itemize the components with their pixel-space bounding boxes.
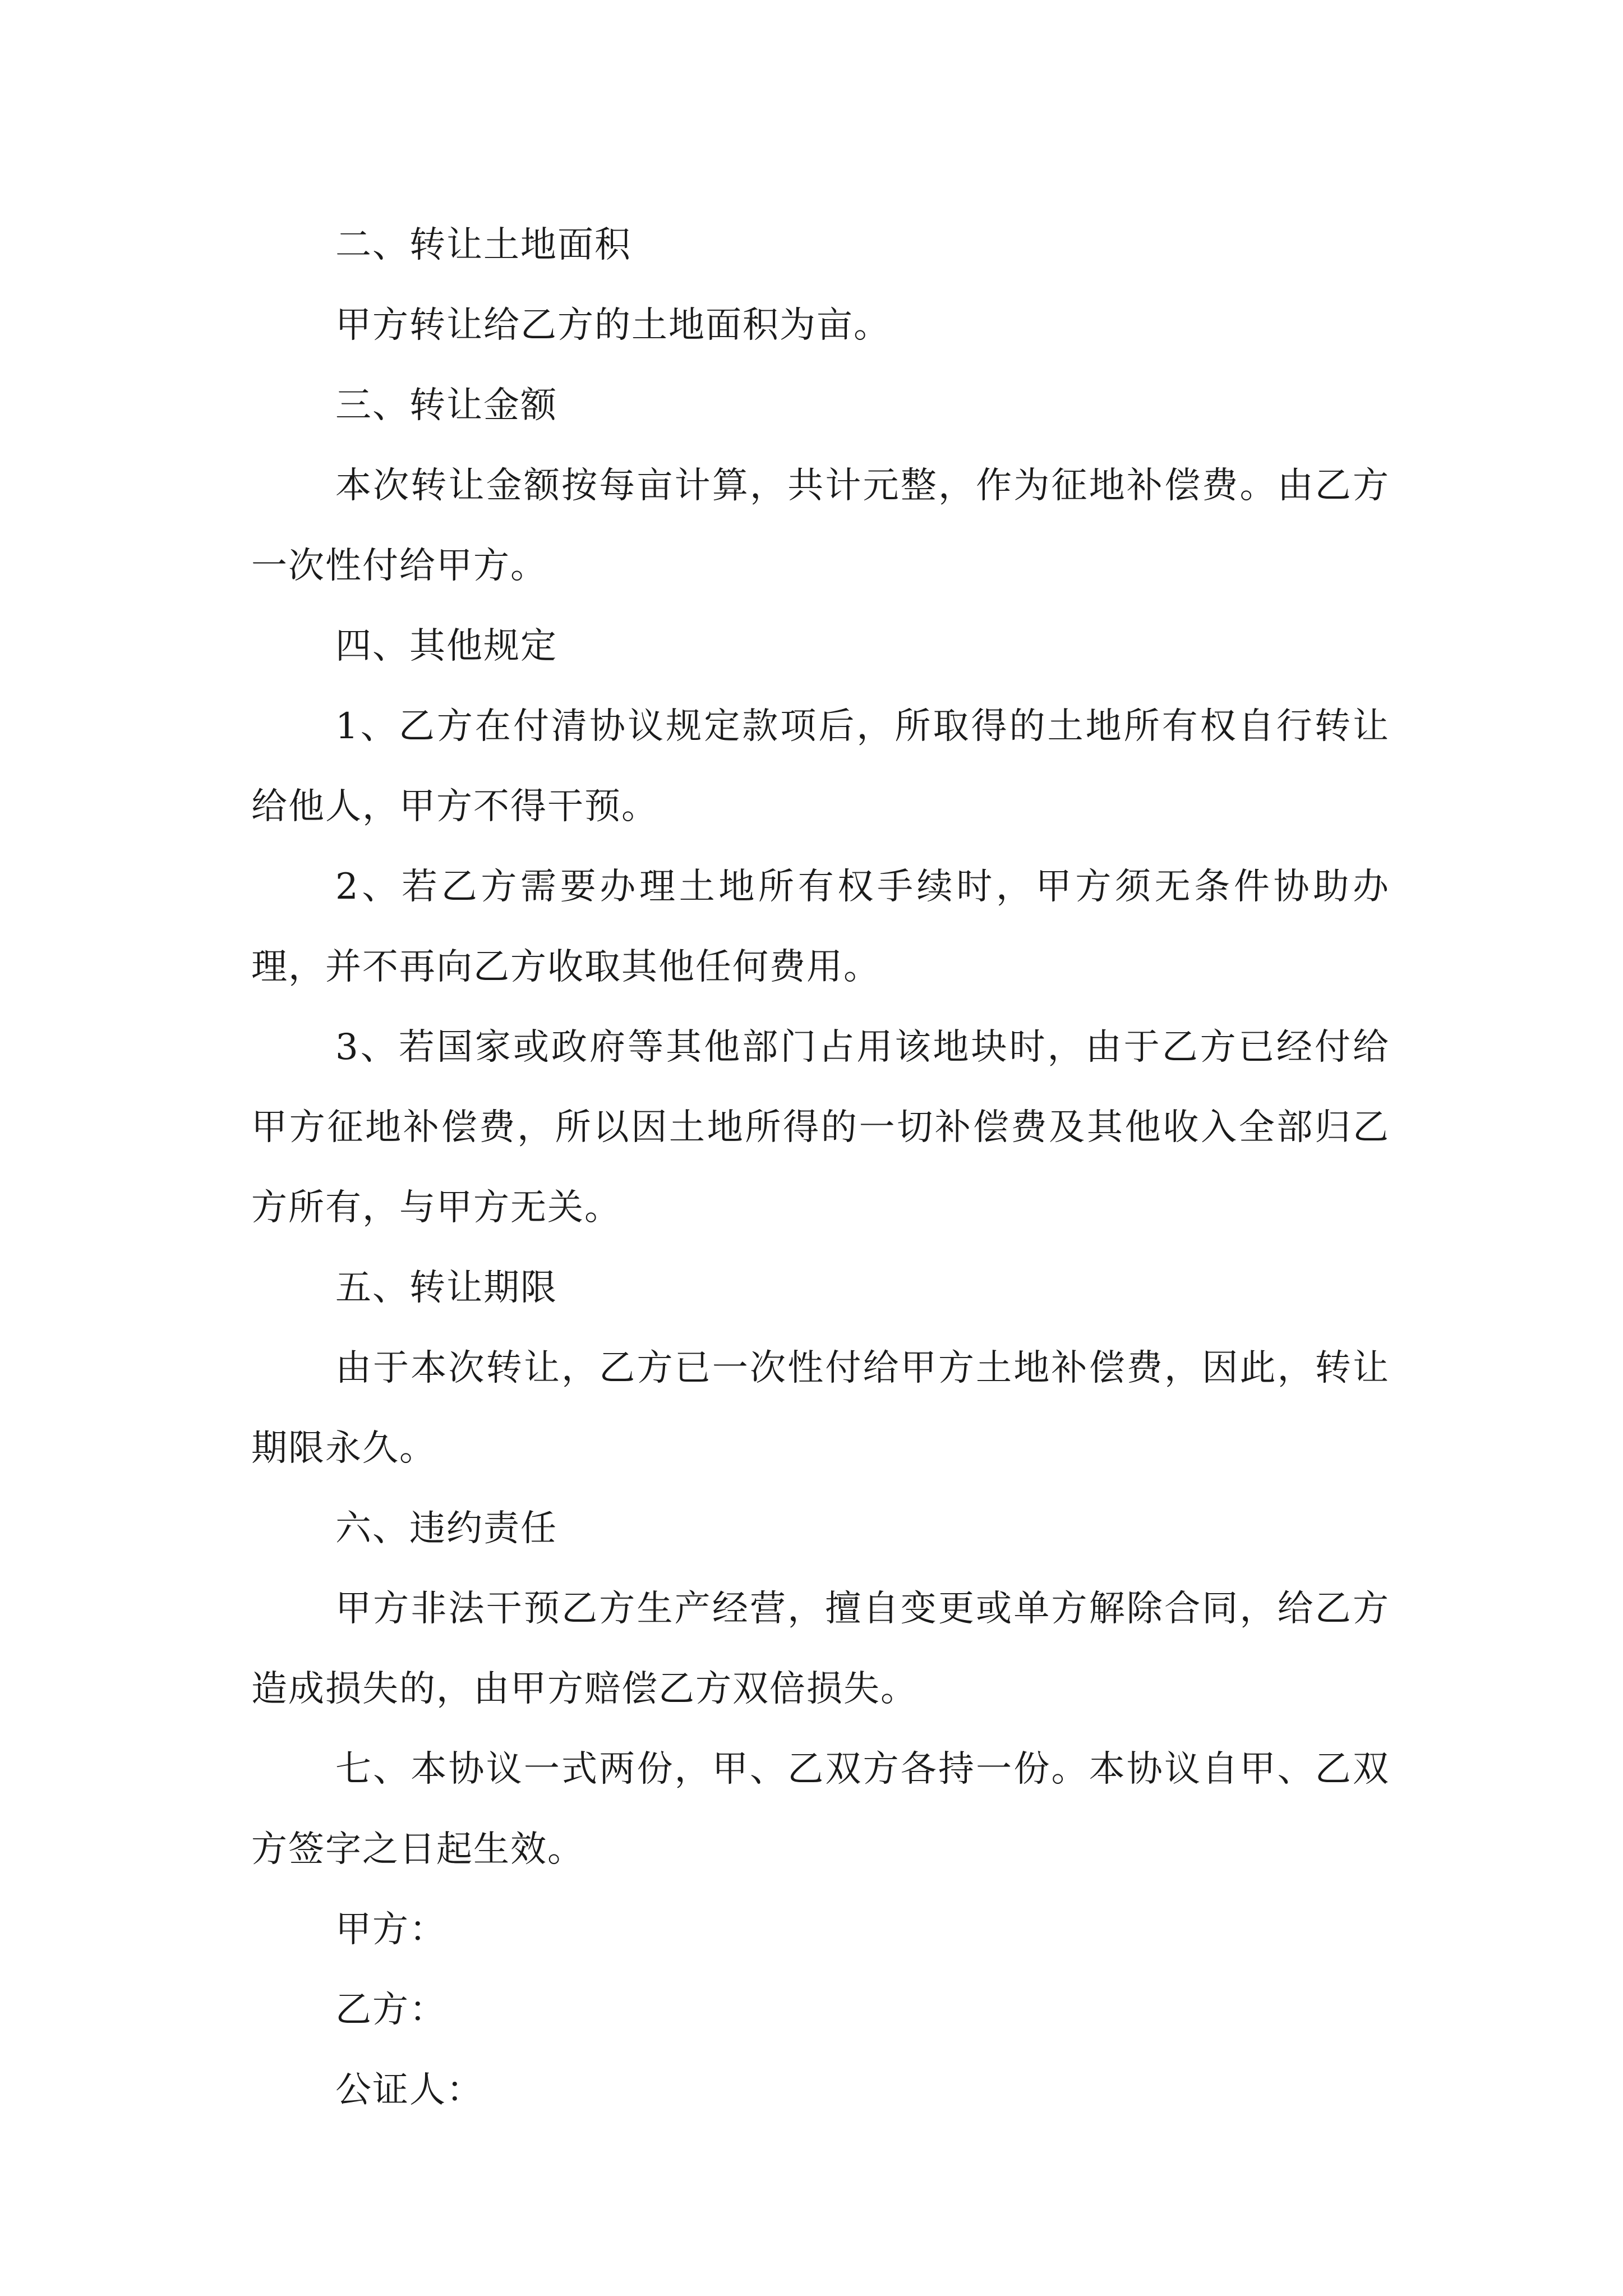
section-heading-amount: 三、转让金额 xyxy=(335,385,557,426)
party-a-signature-line: 甲方： xyxy=(335,1909,446,1950)
area-text: 甲方转让给乙方的土地面积为亩。 xyxy=(335,305,891,346)
party-b-signature-line: 乙方： xyxy=(335,1989,446,2031)
liability-text: 甲方非法干预乙方生产经营，擅自变更或单方解除合同，给乙方造成损失的，由甲方赔偿乙方双倍损失。 xyxy=(251,1588,1390,1710)
section-heading-liability: 六、违约责任 xyxy=(335,1508,557,1549)
term-text: 由于本次转让，乙方已一次性付给甲方土地补偿费，因此，转让期限永久。 xyxy=(251,1347,1390,1469)
copies-clause: 七、本协议一式两份，甲、乙双方各持一份。本协议自甲、乙双方签字之日起生效。 xyxy=(251,1749,1390,1870)
section-heading-term: 五、转让期限 xyxy=(335,1267,557,1309)
other-clause-2: 2、若乙方需要办理土地所有权手续时，甲方须无条件协助办理，并不再向乙方收取其他任何费用。 xyxy=(251,866,1390,988)
other-clause-1: 1、乙方在付清协议规定款项后，所取得的土地所有权自行转让给他人，甲方不得干预。 xyxy=(251,706,1390,827)
amount-text: 本次转让金额按每亩计算，共计元整，作为征地补偿费。由乙方一次性付给甲方。 xyxy=(251,465,1390,587)
other-clause-3: 3、若国家或政府等其他部门占用该地块时，由于乙方已经付给甲方征地补偿费，所以因土地所得的一切补偿费及其他收入全部归乙方所有，与甲方无关。 xyxy=(251,1027,1390,1228)
notary-signature-line: 公证人： xyxy=(335,2069,483,2111)
section-heading-area: 二、转让土地面积 xyxy=(335,224,631,266)
document-body xyxy=(251,205,1390,2131)
section-heading-other: 四、其他规定 xyxy=(335,625,557,667)
